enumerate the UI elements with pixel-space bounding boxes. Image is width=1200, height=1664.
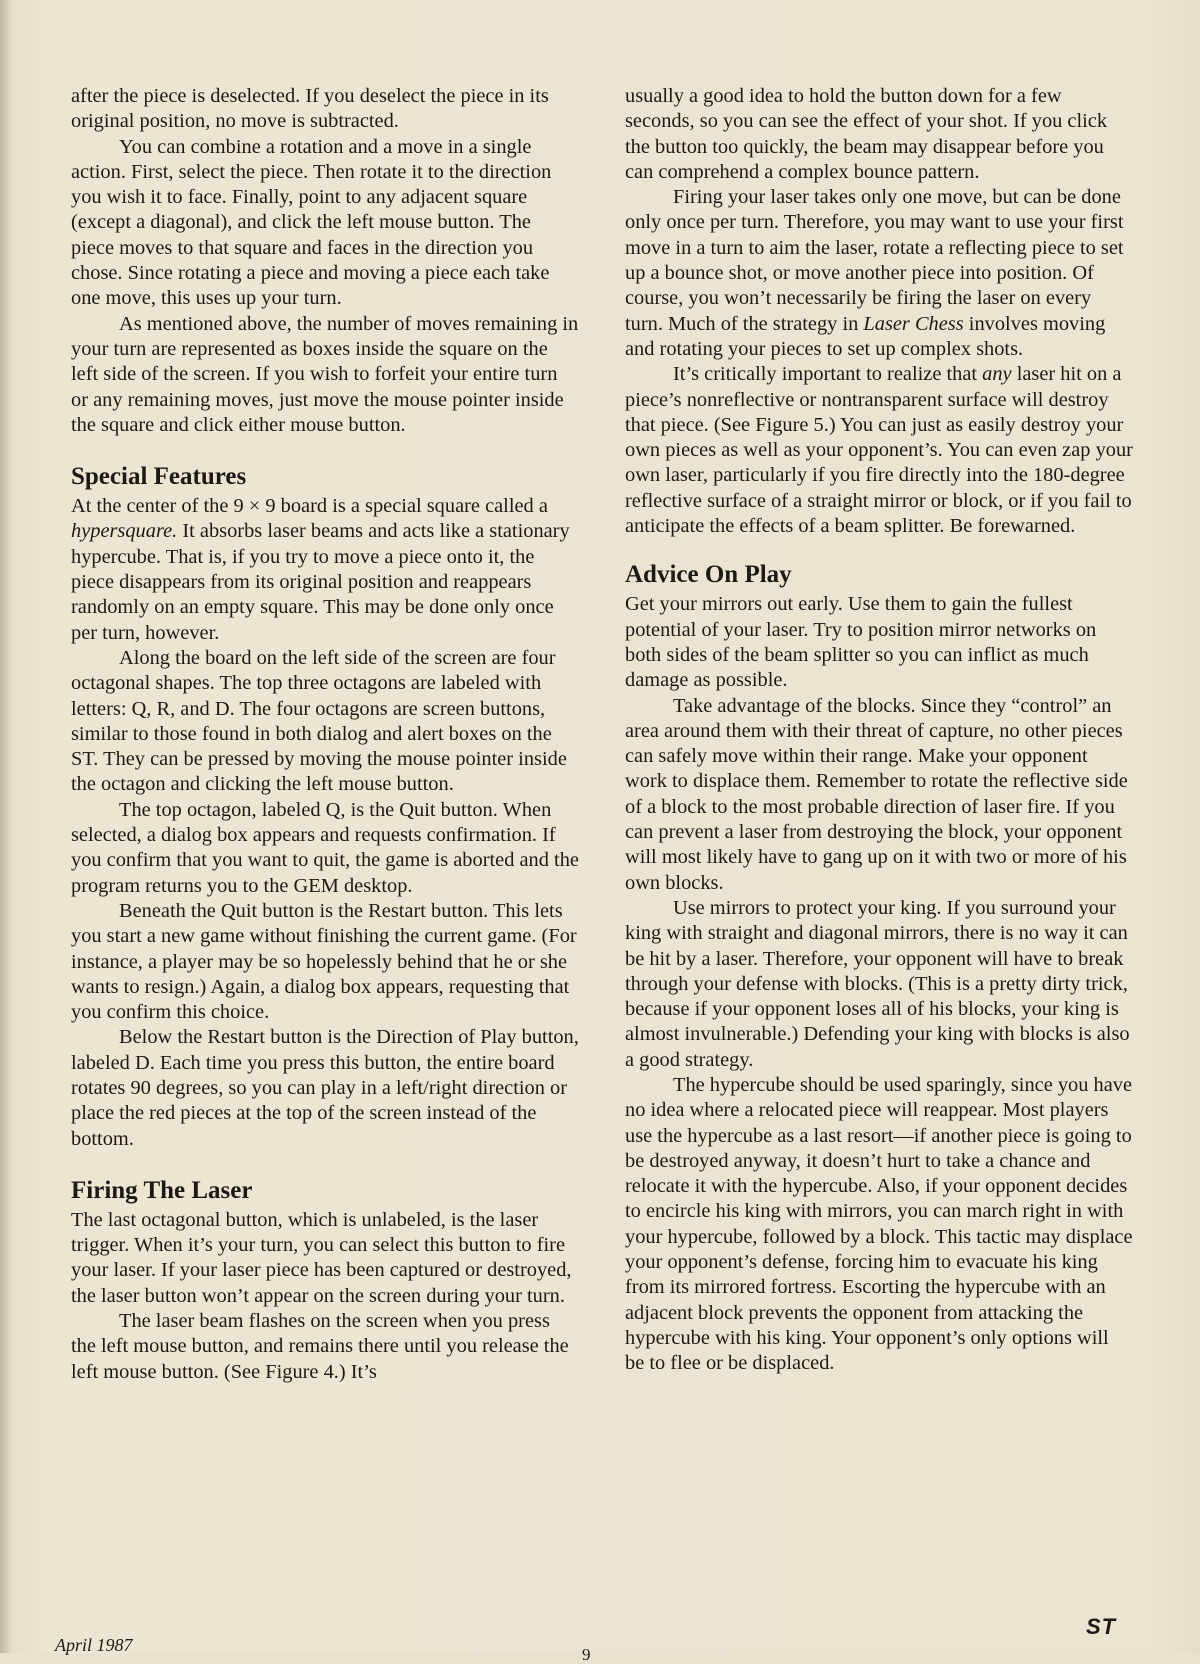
italic-term: hypersquare.: [71, 520, 178, 543]
italic-emphasis: any: [982, 363, 1012, 386]
paragraph: The laser beam flashes on the screen when you press the left mouse button, and remains there until you release the left mouse button. (See Figure 4.) It’s: [71, 1310, 569, 1383]
paragraph: Use mirrors to protect your king. If you surround your king with straight and diagonal mirrors, there is no way it can be hit by a laser. Therefore, your opponent will have to break through your defense with blocks. (This is a pretty dirty trick, because if your opponent loses all of his blocks, your king is almost invulnerable.) Defending your king with blocks is also a good strategy.: [625, 896, 1130, 1071]
paragraph-text: Firing your laser takes only one move, but can be done only once per turn. Therefore, you may want to use your first move in a turn to aim the laser, rotate a reflecting piece to set up a bounce shot, or move another piece into position. Of course, you won’t necessarily be firing the laser on every turn. Much of the strategy in: [625, 186, 1124, 335]
binding-shadow: [0, 0, 12, 1653]
paragraph: As mentioned above, the number of moves remaining in your turn are represented as boxes inside the square on the left side of the screen. If you wish to forfeit your entire turn or any remaining moves, just move the mouse pointer inside the square and click either mouse button.: [71, 312, 579, 436]
paragraph: You can combine a rotation and a move in a single action. First, select the piece. Then rotate it to the direction you wish it to face. Finally, point to any adjacent square (except a diagonal), and click the left mouse button. The piece moves to that square and faces in the direction you chose. Since rotating a piece and moving a piece each take one move, this uses up your turn.: [71, 135, 552, 310]
paragraph-text: It’s critically important to realize that: [673, 363, 983, 386]
paragraph-text: laser hit on a piece’s nonreflective or nontransparent surface will destroy that piece. (See Figure 5.) You can just as easily destroy your own pieces as well as your opponent’s. You can even zap your own laser, particularly if you fire directly into the 180-degree reflective surface of a straight mirror or block, or if you fail to anticipate the effects of a beam splitter. Be forewarned.: [625, 363, 1133, 538]
paragraph: usually a good idea to hold the button down for a few seconds, so you can see the effect of your shot. If you click the button too quickly, the beam may disappear before you can comprehend a complex bounce pattern.: [625, 85, 1108, 183]
paragraph: after the piece is deselected. If you deselect the piece in its original position, no move is subtracted.: [71, 85, 549, 133]
paragraph: Below the Restart button is the Direction of Play button, labeled D. Each time you press this button, the entire board rotates 90 degrees, so you can play in a left/right direction or place the red pieces at the top of the screen instead of the bottom.: [71, 1026, 579, 1150]
paragraph: The top octagon, labeled Q, is the Quit button. When selected, a dialog box appears and requests confirmation. If you confirm that you want to quit, the game is aborted and the program returns you to the GEM desktop.: [71, 798, 579, 897]
section-heading-firing-the-laser: Firing The Laser: [71, 1176, 253, 1204]
paragraph: [71, 494, 579, 646]
left-column: [71, 84, 579, 1385]
right-column: [625, 84, 1133, 1377]
section-heading-advice-on-play: Advice On Play: [625, 561, 792, 589]
issue-date: April 1987: [55, 1635, 133, 1655]
paragraph: Get your mirrors out early. Use them to gain the fullest potential of your laser. Try to position mirror networks on both sides of the beam splitter so you can inflict as much damage as possible.: [625, 593, 1097, 692]
paragraph: The hypercube should be used sparingly, since you have no idea where a relocated piece will reappear. Most players use the hypercube as a last resort—if another piece is going to be destroyed anyway, it doesn’t hurt to take a chance and relocate it with the hypercube. Also, if your opponent decides to encircle his king with mirrors, you can march right in with your hypercube, followed by a block. This tactic may displace your opponent’s defense, forcing him to evacuate his king from its mirrored fortress. Escorting the hypercube with an adjacent block prevents the opponent from attacking the hypercube with his king. Your opponent’s only options will be to flee or be displaced.: [625, 1073, 1133, 1375]
paragraph: Take advantage of the blocks. Since they “control” an area around them with their threat of capture, no other pieces can safely move within their range. Make your opponent work to displace them. Remember to rotate the reflective side of a block to the most probable direction of laser fire. If you can prevent a laser from destroying the block, your opponent will most likely have to gang up on it with two or more of his own blocks.: [625, 694, 1128, 894]
italic-title: Laser Chess: [863, 312, 964, 335]
paragraph: [625, 185, 1133, 362]
paragraph-text: At the center of the 9 × 9 board is a special square called a: [71, 495, 548, 518]
paragraph-text: It absorbs laser beams and acts like a stationary hypercube. That is, if you try to move a piece onto it, the piece disappears from its original position and reappears randomly on an empty square. This may be done only once per turn, however.: [71, 520, 570, 644]
page-number: 9: [582, 1645, 591, 1664]
paragraph-text: involves moving and rotating your pieces to set up complex shots.: [625, 312, 1106, 360]
paragraph: The last octagonal button, which is unlabeled, is the laser trigger. When it’s your turn, you can select this button to fire your laser. If your laser piece has been captured or destroyed, the laser button won’t appear on the screen during your turn.: [71, 1208, 572, 1307]
paragraph: Along the board on the left side of the screen are four octagonal shapes. The top three octagons are labeled with letters: Q, R, and D. The four octagons are screen buttons, similar to those found in both dialog and alert boxes on the ST. They can be pressed by moving the mouse pointer inside the octagon and clicking the left mouse button.: [71, 646, 567, 796]
section-heading-special-features: Special Features: [71, 463, 247, 491]
paragraph: [625, 362, 1133, 539]
end-mark-logo: ST: [1086, 1614, 1117, 1639]
paragraph: Beneath the Quit button is the Restart button. This lets you start a new game without finishing the current game. (For instance, a player may be so hopelessly behind that he or she wants to resign.) Again, a dialog box appears, requesting that you confirm this choice.: [71, 899, 577, 1024]
